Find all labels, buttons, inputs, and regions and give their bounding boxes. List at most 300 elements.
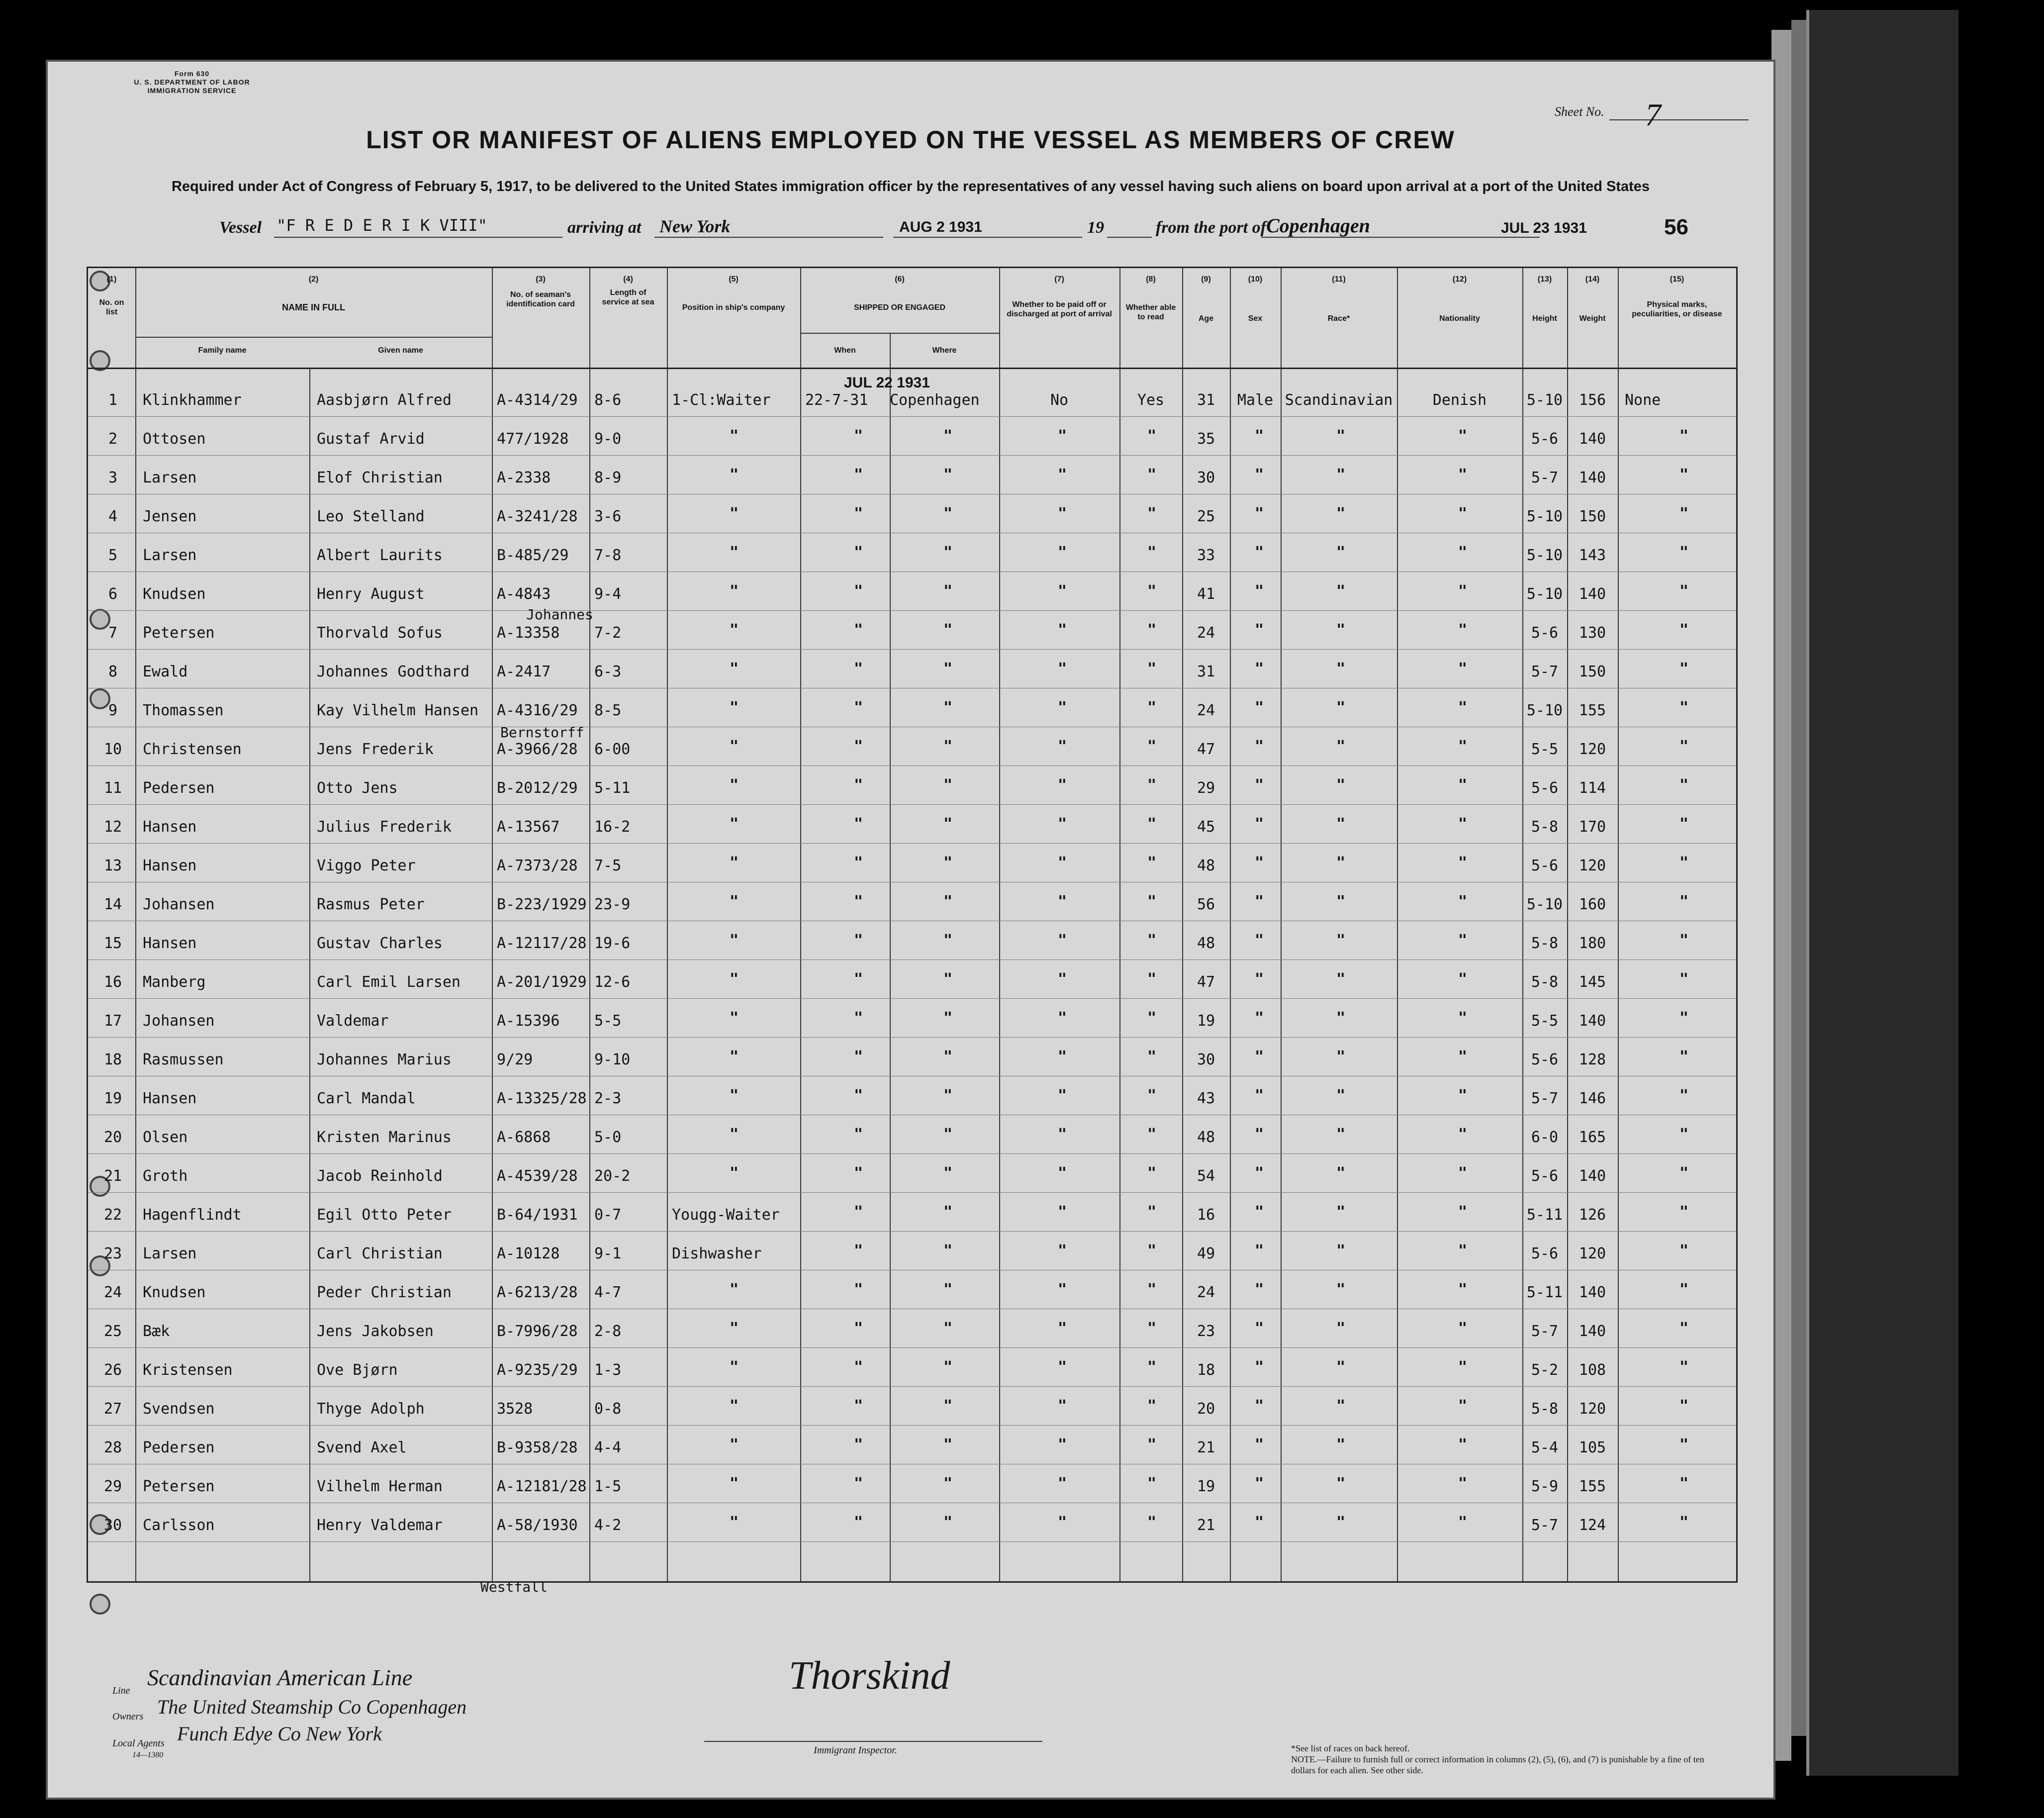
cell-family: Petersen <box>143 624 215 642</box>
shipped-date-stamp: JUL 22 1931 <box>844 375 930 391</box>
table-row <box>88 1115 1736 1154</box>
cell-no: 6 <box>108 585 118 603</box>
cell-service: 23-9 <box>594 896 631 913</box>
cell-height: 5-8 <box>1531 1400 1559 1418</box>
cell-family: Johansen <box>143 896 215 913</box>
ditto-mark: " <box>1255 1281 1264 1298</box>
cell-height: 5-11 <box>1526 1284 1563 1301</box>
cell-family: Pedersen <box>143 779 215 797</box>
ditto-mark: " <box>1679 582 1689 600</box>
ditto-mark: " <box>1679 1358 1689 1376</box>
cell-family: Thomassen <box>143 702 224 719</box>
cell-weight: 120 <box>1579 741 1606 758</box>
cell-weight: 128 <box>1579 1051 1606 1068</box>
cell-family: Knudsen <box>143 585 206 603</box>
cell-service: 6-00 <box>594 741 631 758</box>
cell-family: Larsen <box>143 1245 197 1262</box>
ditto-mark: " <box>1458 582 1468 600</box>
ditto-mark: " <box>1058 466 1067 483</box>
cell-family: Rasmussen <box>143 1051 224 1068</box>
cell-no: 30 <box>103 1517 122 1534</box>
ditto-mark: " <box>1679 815 1689 833</box>
sheet-label: Sheet No. <box>1555 104 1604 119</box>
cell-family: Johansen <box>143 1012 215 1030</box>
ditto-mark: " <box>730 1436 739 1453</box>
ditto-mark: " <box>1147 1281 1157 1298</box>
ditto-mark: " <box>1679 466 1689 483</box>
ditto-mark: " <box>730 776 739 794</box>
cell-card: B-7996/28 <box>497 1323 578 1340</box>
cell-card: A-4314/29 <box>497 391 578 409</box>
cell-service: 9-1 <box>594 1245 622 1262</box>
ditto-mark: " <box>1147 660 1157 677</box>
cell-given: Thorvald Sofus <box>317 624 443 642</box>
ditto-mark: " <box>730 544 739 561</box>
cell-weight: 114 <box>1579 779 1606 797</box>
cell-weight: 140 <box>1579 430 1606 448</box>
ditto-mark: " <box>943 854 953 871</box>
inspector-label: Immigrant Inspector. <box>814 1745 897 1756</box>
header-height: Height <box>1532 314 1557 323</box>
cell-age: 31 <box>1197 663 1215 680</box>
cell-height: 5-10 <box>1526 508 1563 525</box>
cell-given: Henry Valdemar <box>317 1517 443 1534</box>
cell-height: 5-8 <box>1531 973 1559 991</box>
cell-card: A-13358 <box>497 624 560 642</box>
header-position: Position in ship's company <box>682 303 785 312</box>
ditto-mark: " <box>854 1358 863 1376</box>
cell-card: A-13325/28 <box>497 1090 587 1107</box>
ditto-mark: " <box>943 1358 953 1376</box>
ditto-mark: " <box>1255 1126 1264 1143</box>
cell-height: 5-2 <box>1531 1361 1559 1379</box>
header-card: No. of seaman's identification card <box>506 290 575 308</box>
ditto-mark: " <box>943 427 953 445</box>
page-title: LIST OR MANIFEST OF ALIENS EMPLOYED ON THE VESSEL AS MEMBERS OF CREW <box>366 126 1455 154</box>
form-number: Form 630 U. S. DEPARTMENT OF LABOR IMMIGRATION SERVICE <box>134 70 250 95</box>
ditto-mark: " <box>1255 893 1264 910</box>
table-row <box>88 416 1736 456</box>
cell-height: 5-10 <box>1526 896 1563 913</box>
date-underline <box>893 237 1082 238</box>
table-row <box>88 688 1736 727</box>
ditto-mark: " <box>1058 1320 1067 1337</box>
ditto-mark: " <box>854 621 863 639</box>
ditto-mark: " <box>943 970 953 988</box>
ditto-mark: " <box>1255 1514 1264 1531</box>
table-row <box>88 1503 1736 1542</box>
cell-weight: 146 <box>1579 1090 1606 1107</box>
cell-given: Gustaf Arvid <box>317 430 425 448</box>
col-num: (4) <box>623 275 633 284</box>
cell-card: A-6868 <box>497 1129 551 1146</box>
page-number: 56 <box>1664 215 1688 239</box>
cell-height: 5-7 <box>1531 1517 1559 1534</box>
ditto-mark: " <box>854 1164 863 1182</box>
ditto-mark: " <box>1058 893 1067 910</box>
ditto-mark: " <box>1458 1397 1468 1415</box>
cell-age: 30 <box>1197 1051 1215 1068</box>
ditto-mark: " <box>1458 699 1468 716</box>
ditto-mark: " <box>1255 1242 1264 1259</box>
header-age: Age <box>1198 314 1214 323</box>
cell-weight: 120 <box>1579 857 1606 874</box>
table-row <box>88 1309 1736 1348</box>
ditto-mark: " <box>1147 893 1157 910</box>
cell-height: 5-7 <box>1531 1090 1559 1107</box>
cell-card: A-2417 <box>497 663 551 680</box>
cell-no: 7 <box>108 624 118 642</box>
cell-weight: 120 <box>1579 1245 1606 1262</box>
ditto-mark: " <box>730 427 739 445</box>
ditto-mark: " <box>1147 1242 1157 1259</box>
ditto-mark: " <box>1058 932 1067 949</box>
ditto-mark: " <box>1336 582 1346 600</box>
ditto-mark: " <box>1255 1009 1264 1027</box>
cell-no: 1 <box>108 391 118 409</box>
table-row <box>88 765 1736 805</box>
ditto-mark: " <box>943 582 953 600</box>
ditto-mark: " <box>854 815 863 833</box>
cell-given: Gustav Charles <box>317 935 443 952</box>
cell-card: B-485/29 <box>497 547 569 564</box>
ditto-mark: " <box>1255 1164 1264 1182</box>
cell-no: 4 <box>108 508 118 525</box>
ditto-mark: " <box>1336 466 1346 483</box>
table-row <box>88 378 1736 417</box>
ditto-mark: " <box>730 660 739 677</box>
ditto-mark: " <box>730 505 739 522</box>
cell-family: Hansen <box>143 857 197 874</box>
cell-card: A-3241/28 <box>497 508 578 525</box>
ditto-mark: " <box>1679 970 1689 988</box>
cell-service: 5-11 <box>594 779 631 797</box>
cell-card: A-4843 <box>497 585 551 603</box>
ditto-mark: " <box>943 621 953 639</box>
ditto-mark: " <box>1058 776 1067 794</box>
ditto-mark: " <box>1147 1009 1157 1027</box>
cell-service: 4-7 <box>594 1284 622 1301</box>
cell-weight: 156 <box>1579 391 1606 409</box>
ditto-mark: " <box>1679 1242 1689 1259</box>
cell-age: 25 <box>1197 508 1215 525</box>
crew-manifest-table <box>87 267 1738 1583</box>
ditto-mark: " <box>1255 970 1264 988</box>
cell-family: Manberg <box>143 973 206 991</box>
ditto-mark: " <box>1458 1009 1468 1027</box>
cell-given: Vilhelm Herman <box>317 1478 443 1495</box>
cell-card: B-2012/29 <box>497 779 578 797</box>
cell-nationality: Denish <box>1432 391 1487 409</box>
departure-port: Copenhagen <box>1266 214 1370 237</box>
ditto-mark: " <box>1255 544 1264 561</box>
table-row <box>88 921 1736 960</box>
cell-race: Scandinavian <box>1285 391 1393 409</box>
ditto-mark: " <box>1458 1126 1468 1143</box>
ditto-mark: " <box>854 582 863 600</box>
ditto-mark: " <box>1255 854 1264 871</box>
ditto-mark: " <box>1255 466 1264 483</box>
ditto-mark: " <box>730 1514 739 1531</box>
name-extra: Westfall <box>480 1579 548 1595</box>
cell-age: 20 <box>1197 1400 1215 1418</box>
ditto-mark: " <box>1147 1397 1157 1415</box>
cell-service: 5-0 <box>594 1129 622 1146</box>
cell-weight: 180 <box>1579 935 1606 952</box>
cell-height: 5-6 <box>1531 1167 1559 1185</box>
ditto-mark: " <box>1147 1320 1157 1337</box>
ditto-mark: " <box>1679 738 1689 755</box>
cell-weight: 105 <box>1579 1439 1606 1456</box>
cell-given: Peder Christian <box>317 1284 452 1301</box>
cell-given: Rasmus Peter <box>317 896 425 913</box>
ditto-mark: " <box>1255 1475 1264 1492</box>
cell-card: A-58/1930 <box>497 1517 578 1534</box>
table-row <box>88 1347 1736 1387</box>
cell-height: 5-10 <box>1526 585 1563 603</box>
note-penalty: NOTE.—Failure to furnish full or correct information in columns (2), (5), (6), and (7) is punishable by a fine of ten dollars for each alien. See other side. <box>1291 1754 1704 1775</box>
ditto-mark: " <box>1336 505 1346 522</box>
ditto-mark: " <box>1058 1126 1067 1143</box>
ditto-mark: " <box>943 893 953 910</box>
header-marks: Physical marks, peculiarities, or disease <box>1632 300 1722 318</box>
cell-no: 21 <box>103 1167 122 1185</box>
ditto-mark: " <box>1255 505 1264 522</box>
cell-height: 5-9 <box>1531 1478 1559 1495</box>
cell-given: Albert Laurits <box>317 547 443 564</box>
cell-family: Hansen <box>143 935 197 952</box>
cell-service: 12-6 <box>594 973 631 991</box>
ditto-mark: " <box>943 1436 953 1453</box>
ditto-mark: " <box>1058 582 1067 600</box>
table-row <box>88 727 1736 766</box>
ditto-mark: " <box>854 1320 863 1337</box>
cell-weight: 140 <box>1579 1167 1606 1185</box>
cell-card: A-6213/28 <box>497 1284 578 1301</box>
table-row <box>88 1153 1736 1193</box>
col-num: (3) <box>536 275 546 284</box>
ditto-mark: " <box>1255 1358 1264 1376</box>
col-num: (10) <box>1248 275 1263 284</box>
cell-given: Jens Jakobsen <box>317 1323 434 1340</box>
page-stack-edge <box>1806 10 1958 1776</box>
cell-weight: 140 <box>1579 469 1606 486</box>
agents-handwritten: Funch Edye Co New York <box>177 1722 382 1745</box>
cell-weight: 124 <box>1579 1517 1606 1534</box>
ditto-mark: " <box>854 1126 863 1143</box>
ditto-mark: " <box>1458 1320 1468 1337</box>
cell-age: 43 <box>1197 1090 1215 1107</box>
table-row <box>88 494 1736 533</box>
ditto-mark: " <box>1058 1436 1067 1453</box>
cell-given: Svend Axel <box>317 1439 407 1456</box>
ditto-mark: " <box>1147 1203 1157 1221</box>
cell-card: A-2338 <box>497 469 551 486</box>
line-handwritten: Scandinavian American Line <box>147 1665 413 1690</box>
cell-height: 5-6 <box>1531 430 1559 448</box>
cell-weight: 165 <box>1579 1129 1606 1146</box>
ditto-mark: " <box>730 893 739 910</box>
cell-service: 19-6 <box>594 935 631 952</box>
ditto-mark: " <box>943 1087 953 1104</box>
ditto-mark: " <box>1679 1436 1689 1453</box>
ditto-mark: " <box>854 1475 863 1492</box>
cell-given: Julius Frederik <box>317 818 452 836</box>
cell-age: 29 <box>1197 779 1215 797</box>
ditto-mark: " <box>1255 776 1264 794</box>
cell-service: 9-4 <box>594 585 622 603</box>
cell-service: 2-3 <box>594 1090 622 1107</box>
cell-card: A-15396 <box>497 1012 560 1030</box>
cell-no: 19 <box>103 1090 122 1107</box>
cell-age: 18 <box>1197 1361 1215 1379</box>
table-row <box>88 455 1736 494</box>
cell-given: Jens Frederik <box>317 741 434 758</box>
cell-weight: 140 <box>1579 1012 1606 1030</box>
header-name: NAME IN FULL <box>282 302 345 312</box>
ditto-mark: " <box>730 1164 739 1182</box>
cell-age: 47 <box>1197 973 1215 991</box>
cell-age: 47 <box>1197 741 1215 758</box>
cell-no: 26 <box>103 1361 122 1379</box>
ditto-mark: " <box>1458 1358 1468 1376</box>
ditto-mark: " <box>1058 1358 1067 1376</box>
ditto-mark: " <box>730 1087 739 1104</box>
ditto-mark: " <box>1255 660 1264 677</box>
ditto-mark: " <box>943 699 953 716</box>
ditto-mark: " <box>943 660 953 677</box>
cell-age: 24 <box>1197 1284 1215 1301</box>
ditto-mark: " <box>854 505 863 522</box>
ditto-mark: " <box>1458 1164 1468 1182</box>
subtitle: Required under Act of Congress of February 5, 1917, to be delivered to the United States immigration officer by the representatives of any vessel having such aliens on board upon arrival at a port of the United States <box>171 179 1650 194</box>
header-when: When <box>834 346 856 355</box>
col-num: (11) <box>1332 275 1346 284</box>
cell-weight: 145 <box>1579 973 1606 991</box>
cell-given: Leo Stelland <box>317 508 425 525</box>
cell-card: B-9358/28 <box>497 1439 578 1456</box>
table-row <box>88 1037 1736 1076</box>
ditto-mark: " <box>1458 1203 1468 1221</box>
cell-card: B-223/1929 <box>497 896 587 913</box>
ditto-mark: " <box>1336 815 1346 833</box>
cell-position: Yougg-Waiter <box>672 1206 780 1224</box>
ditto-mark: " <box>1458 1514 1468 1531</box>
signature-line <box>704 1741 1042 1742</box>
ditto-mark: " <box>1147 582 1157 600</box>
ditto-mark: " <box>943 776 953 794</box>
table-row <box>88 649 1736 688</box>
ditto-mark: " <box>1147 1475 1157 1492</box>
ditto-mark: " <box>1458 1475 1468 1492</box>
ditto-mark: " <box>1679 1397 1689 1415</box>
name-extra: Johannes <box>526 606 593 623</box>
col-num: (1) <box>106 275 117 284</box>
ditto-mark: " <box>1255 932 1264 949</box>
ditto-mark: " <box>1679 621 1689 639</box>
ditto-mark: " <box>1679 1281 1689 1298</box>
cell-height: 5-7 <box>1531 1323 1559 1340</box>
cell-card: A-12117/28 <box>497 935 587 952</box>
header-race: Race* <box>1327 314 1350 323</box>
cell-age: 19 <box>1197 1478 1215 1495</box>
arriving-port: New York <box>659 216 731 236</box>
ditto-mark: " <box>1679 1087 1689 1104</box>
cell-service: 1-5 <box>594 1478 622 1495</box>
cell-height: 5-10 <box>1526 702 1563 719</box>
table-row <box>88 1192 1736 1232</box>
cell-no: 16 <box>103 973 122 991</box>
cell-card: A-4539/28 <box>497 1167 578 1185</box>
ditto-mark: " <box>943 1164 953 1182</box>
ditto-mark: " <box>1679 505 1689 522</box>
ditto-mark: " <box>1336 1164 1346 1182</box>
cell-family: Ottosen <box>143 430 206 448</box>
ditto-mark: " <box>1255 427 1264 445</box>
cell-weight: 155 <box>1579 1478 1606 1495</box>
cell-card: B-64/1931 <box>497 1206 578 1224</box>
table-row <box>88 1270 1736 1309</box>
cell-given: Kay Vilhelm Hansen <box>317 702 479 719</box>
ditto-mark: " <box>1147 738 1157 755</box>
col-num: (12) <box>1452 275 1467 284</box>
header-given: Given name <box>378 346 423 355</box>
cell-family: Petersen <box>143 1478 215 1495</box>
cell-weight: 150 <box>1579 508 1606 525</box>
cell-given: Thyge Adolph <box>317 1400 425 1418</box>
ditto-mark: " <box>854 1514 863 1531</box>
ditto-mark: " <box>1147 1514 1157 1531</box>
ditto-mark: " <box>1336 1203 1346 1221</box>
cell-weight: 150 <box>1579 663 1606 680</box>
cell-service: 1-3 <box>594 1361 622 1379</box>
cell-no: 14 <box>103 896 122 913</box>
cell-height: 5-4 <box>1531 1439 1559 1456</box>
cell-weight: 155 <box>1579 702 1606 719</box>
cell-service: 9-10 <box>594 1051 631 1068</box>
ditto-mark: " <box>1255 1320 1264 1337</box>
cell-weight: 160 <box>1579 896 1606 913</box>
ditto-mark: " <box>943 738 953 755</box>
name-extra: Bernstorff <box>500 724 584 741</box>
cell-given: Viggo Peter <box>317 857 416 874</box>
ditto-mark: " <box>730 1281 739 1298</box>
ditto-mark: " <box>1255 1436 1264 1453</box>
cell-given: Aasbjørn Alfred <box>317 391 452 409</box>
col-num: (6) <box>895 275 905 284</box>
cell-marks: None <box>1625 391 1661 409</box>
ditto-mark: " <box>1058 1009 1067 1027</box>
cell-age: 35 <box>1197 430 1215 448</box>
cell-when: 22-7-31 <box>805 391 868 409</box>
cell-height: 5-10 <box>1526 547 1563 564</box>
cell-given: Johannes Marius <box>317 1051 452 1068</box>
cell-no: 8 <box>108 663 118 680</box>
ditto-mark: " <box>1679 1320 1689 1337</box>
ditto-mark: " <box>1458 505 1468 522</box>
ditto-mark: " <box>1058 1242 1067 1259</box>
cell-service: 20-2 <box>594 1167 631 1185</box>
cell-family: Olsen <box>143 1129 188 1146</box>
ditto-mark: " <box>943 815 953 833</box>
ditto-mark: " <box>730 1320 739 1337</box>
col-num: (8) <box>1146 275 1156 284</box>
cell-card: 9/29 <box>497 1051 533 1068</box>
cell-weight: 170 <box>1579 818 1606 836</box>
ditto-mark: " <box>1147 970 1157 988</box>
ditto-mark: " <box>943 1320 953 1337</box>
ditto-mark: " <box>1147 621 1157 639</box>
